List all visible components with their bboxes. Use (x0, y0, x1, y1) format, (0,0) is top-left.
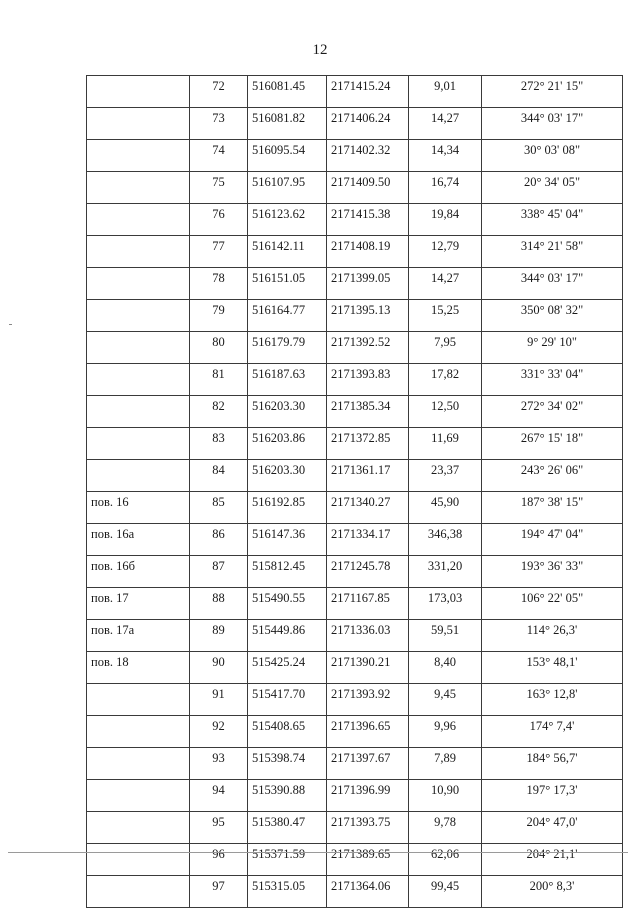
y-coordinate-cell: 2171334.17 (327, 524, 409, 556)
point-number-cell: 89 (190, 620, 248, 652)
segment-length-cell: 17,82 (409, 364, 482, 396)
x-coordinate-cell: 515425.24 (248, 652, 327, 684)
table-row (87, 844, 623, 876)
point-number-cell: 86 (190, 524, 248, 556)
segment-length-cell: 99,45 (409, 876, 482, 908)
segment-length-cell: 14,34 (409, 140, 482, 172)
point-label-cell (87, 396, 190, 428)
point-number-cell: 82 (190, 396, 248, 428)
direction-angle-cell: 193° 36' 33" (482, 556, 623, 588)
point-label-cell: пов. 16а (87, 524, 190, 556)
x-coordinate-cell: 516107.95 (248, 172, 327, 204)
y-coordinate-cell: 2171393.75 (327, 812, 409, 844)
y-coordinate-cell: 2171396.65 (327, 716, 409, 748)
segment-length-cell: 331,20 (409, 556, 482, 588)
segment-length-cell: 12,79 (409, 236, 482, 268)
x-coordinate-cell: 515398.74 (248, 748, 327, 780)
segment-length-cell: 10,90 (409, 780, 482, 812)
x-coordinate-cell: 515490.55 (248, 588, 327, 620)
point-label-cell (87, 76, 190, 108)
point-number-cell: 85 (190, 492, 248, 524)
x-coordinate-cell: 516095.54 (248, 140, 327, 172)
coordinates-table (86, 75, 623, 908)
segment-length-cell: 8,40 (409, 652, 482, 684)
point-label-cell (87, 236, 190, 268)
point-number-cell: 84 (190, 460, 248, 492)
segment-length-cell: 9,45 (409, 684, 482, 716)
y-coordinate-cell: 2171364.06 (327, 876, 409, 908)
point-label-cell (87, 876, 190, 908)
direction-angle-cell: 30° 03' 08" (482, 140, 623, 172)
point-label-cell (87, 748, 190, 780)
point-label-cell (87, 716, 190, 748)
table-row (87, 108, 623, 140)
segment-length-cell: 12,50 (409, 396, 482, 428)
segment-length-cell: 9,78 (409, 812, 482, 844)
x-coordinate-cell: 515812.45 (248, 556, 327, 588)
x-coordinate-cell: 516203.86 (248, 428, 327, 460)
table-row (87, 332, 623, 364)
segment-length-cell: 9,96 (409, 716, 482, 748)
point-label-cell (87, 332, 190, 364)
direction-angle-cell: 184° 56,7' (482, 748, 623, 780)
segment-length-cell: 7,89 (409, 748, 482, 780)
y-coordinate-cell: 2171409.50 (327, 172, 409, 204)
point-number-cell: 92 (190, 716, 248, 748)
direction-angle-cell: 243° 26' 06" (482, 460, 623, 492)
x-coordinate-cell: 516164.77 (248, 300, 327, 332)
table-row (87, 364, 623, 396)
y-coordinate-cell: 2171397.67 (327, 748, 409, 780)
point-number-cell: 80 (190, 332, 248, 364)
direction-angle-cell: 163° 12,8' (482, 684, 623, 716)
table-row (87, 428, 623, 460)
direction-angle-cell: 187° 38' 15" (482, 492, 623, 524)
table-row (87, 652, 623, 684)
point-number-cell: 88 (190, 588, 248, 620)
direction-angle-cell: 338° 45' 04" (482, 204, 623, 236)
x-coordinate-cell: 515380.47 (248, 812, 327, 844)
table-row (87, 300, 623, 332)
direction-angle-cell: 194° 47' 04" (482, 524, 623, 556)
direction-angle-cell: 9° 29' 10" (482, 332, 623, 364)
y-coordinate-cell: 2171406.24 (327, 108, 409, 140)
y-coordinate-cell: 2171389.65 (327, 844, 409, 876)
y-coordinate-cell: 2171393.83 (327, 364, 409, 396)
table-row (87, 396, 623, 428)
segment-length-cell: 9,01 (409, 76, 482, 108)
table-row (87, 204, 623, 236)
point-label-cell (87, 300, 190, 332)
segment-length-cell: 7,95 (409, 332, 482, 364)
margin-mark (9, 324, 12, 325)
direction-angle-cell: 272° 34' 02" (482, 396, 623, 428)
segment-length-cell: 173,03 (409, 588, 482, 620)
point-label-cell: пов. 16 (87, 492, 190, 524)
point-number-cell: 90 (190, 652, 248, 684)
x-coordinate-cell: 516203.30 (248, 396, 327, 428)
table-row (87, 780, 623, 812)
x-coordinate-cell: 515371.59 (248, 844, 327, 876)
table-row (87, 812, 623, 844)
x-coordinate-cell: 516203.30 (248, 460, 327, 492)
direction-angle-cell: 20° 34' 05" (482, 172, 623, 204)
table-row (87, 268, 623, 300)
point-number-cell: 75 (190, 172, 248, 204)
segment-length-cell: 14,27 (409, 108, 482, 140)
x-coordinate-cell: 515390.88 (248, 780, 327, 812)
table-row (87, 140, 623, 172)
page-number: 12 (312, 42, 328, 58)
x-coordinate-cell: 515408.65 (248, 716, 327, 748)
segment-length-cell: 16,74 (409, 172, 482, 204)
x-coordinate-cell: 516187.63 (248, 364, 327, 396)
direction-angle-cell: 272° 21' 15" (482, 76, 623, 108)
direction-angle-cell: 204° 21,1' (482, 844, 623, 876)
y-coordinate-cell: 2171415.38 (327, 204, 409, 236)
point-number-cell: 94 (190, 780, 248, 812)
point-label-cell: пов. 18 (87, 652, 190, 684)
point-number-cell: 79 (190, 300, 248, 332)
direction-angle-cell: 200° 8,3' (482, 876, 623, 908)
segment-length-cell: 15,25 (409, 300, 482, 332)
x-coordinate-cell: 516179.79 (248, 332, 327, 364)
x-coordinate-cell: 515417.70 (248, 684, 327, 716)
point-label-cell: пов. 16б (87, 556, 190, 588)
point-label-cell (87, 780, 190, 812)
x-coordinate-cell: 516081.82 (248, 108, 327, 140)
y-coordinate-cell: 2171395.13 (327, 300, 409, 332)
table-row (87, 620, 623, 652)
point-number-cell: 83 (190, 428, 248, 460)
table-row (87, 876, 623, 908)
y-coordinate-cell: 2171415.24 (327, 76, 409, 108)
direction-angle-cell: 267° 15' 18" (482, 428, 623, 460)
point-label-cell (87, 460, 190, 492)
point-label-cell (87, 204, 190, 236)
x-coordinate-cell: 516192.85 (248, 492, 327, 524)
segment-length-cell: 59,51 (409, 620, 482, 652)
table-row (87, 556, 623, 588)
y-coordinate-cell: 2171336.03 (327, 620, 409, 652)
point-label-cell: пов. 17 (87, 588, 190, 620)
point-number-cell: 91 (190, 684, 248, 716)
table-row (87, 524, 623, 556)
direction-angle-cell: 344° 03' 17" (482, 108, 623, 140)
y-coordinate-cell: 2171393.92 (327, 684, 409, 716)
y-coordinate-cell: 2171167.85 (327, 588, 409, 620)
table-row (87, 460, 623, 492)
point-label-cell (87, 364, 190, 396)
direction-angle-cell: 344° 03' 17" (482, 268, 623, 300)
direction-angle-cell: 114° 26,3' (482, 620, 623, 652)
coordinates-table-body (87, 76, 623, 908)
point-label-cell (87, 812, 190, 844)
point-label-cell (87, 268, 190, 300)
direction-angle-cell: 331° 33' 04" (482, 364, 623, 396)
point-number-cell: 96 (190, 844, 248, 876)
y-coordinate-cell: 2171245.78 (327, 556, 409, 588)
bottom-divider (8, 852, 628, 853)
y-coordinate-cell: 2171340.27 (327, 492, 409, 524)
y-coordinate-cell: 2171361.17 (327, 460, 409, 492)
x-coordinate-cell: 516123.62 (248, 204, 327, 236)
table-row (87, 76, 623, 108)
point-number-cell: 81 (190, 364, 248, 396)
point-number-cell: 87 (190, 556, 248, 588)
point-number-cell: 73 (190, 108, 248, 140)
x-coordinate-cell: 515315.05 (248, 876, 327, 908)
point-number-cell: 76 (190, 204, 248, 236)
point-number-cell: 78 (190, 268, 248, 300)
y-coordinate-cell: 2171390.21 (327, 652, 409, 684)
segment-length-cell: 23,37 (409, 460, 482, 492)
segment-length-cell: 45,90 (409, 492, 482, 524)
x-coordinate-cell: 516081.45 (248, 76, 327, 108)
direction-angle-cell: 197° 17,3' (482, 780, 623, 812)
y-coordinate-cell: 2171392.52 (327, 332, 409, 364)
point-number-cell: 72 (190, 76, 248, 108)
direction-angle-cell: 174° 7,4' (482, 716, 623, 748)
y-coordinate-cell: 2171408.19 (327, 236, 409, 268)
y-coordinate-cell: 2171396.99 (327, 780, 409, 812)
y-coordinate-cell: 2171385.34 (327, 396, 409, 428)
x-coordinate-cell: 516147.36 (248, 524, 327, 556)
direction-angle-cell: 350° 08' 32" (482, 300, 623, 332)
point-number-cell: 97 (190, 876, 248, 908)
direction-angle-cell: 153° 48,1' (482, 652, 623, 684)
x-coordinate-cell: 516151.05 (248, 268, 327, 300)
point-label-cell (87, 684, 190, 716)
point-label-cell (87, 172, 190, 204)
segment-length-cell: 14,27 (409, 268, 482, 300)
point-label-cell (87, 140, 190, 172)
x-coordinate-cell: 516142.11 (248, 236, 327, 268)
table-row (87, 684, 623, 716)
direction-angle-cell: 204° 47,0' (482, 812, 623, 844)
point-label-cell (87, 428, 190, 460)
point-number-cell: 77 (190, 236, 248, 268)
table-row (87, 588, 623, 620)
table-row (87, 716, 623, 748)
point-label-cell (87, 108, 190, 140)
point-label-cell: пов. 17а (87, 620, 190, 652)
segment-length-cell: 19,84 (409, 204, 482, 236)
direction-angle-cell: 314° 21' 58" (482, 236, 623, 268)
point-number-cell: 95 (190, 812, 248, 844)
point-number-cell: 93 (190, 748, 248, 780)
point-number-cell: 74 (190, 140, 248, 172)
x-coordinate-cell: 515449.86 (248, 620, 327, 652)
direction-angle-cell: 106° 22' 05" (482, 588, 623, 620)
table-row (87, 492, 623, 524)
y-coordinate-cell: 2171372.85 (327, 428, 409, 460)
point-label-cell (87, 844, 190, 876)
table-row (87, 172, 623, 204)
segment-length-cell: 346,38 (409, 524, 482, 556)
table-row (87, 236, 623, 268)
segment-length-cell: 11,69 (409, 428, 482, 460)
segment-length-cell: 62,06 (409, 844, 482, 876)
table-row (87, 748, 623, 780)
y-coordinate-cell: 2171402.32 (327, 140, 409, 172)
y-coordinate-cell: 2171399.05 (327, 268, 409, 300)
